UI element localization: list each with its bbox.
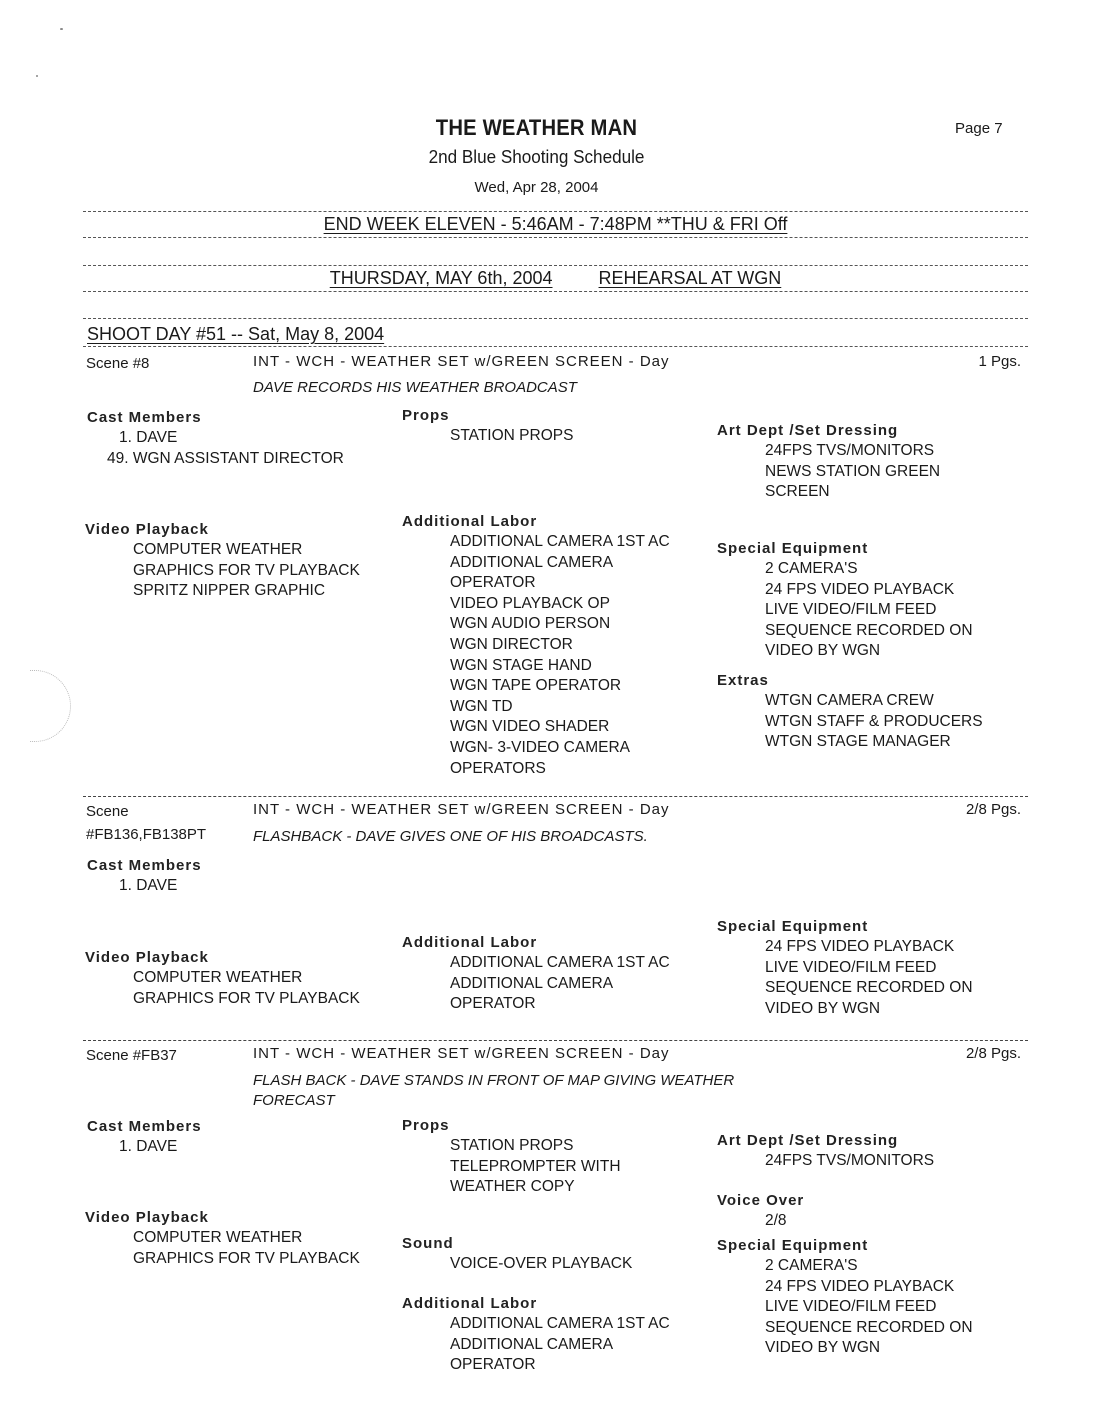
labor-item: OPERATORS (450, 759, 546, 777)
special-equipment-section (717, 917, 973, 1019)
labor-item: WGN STAGE HAND (450, 656, 592, 674)
equipment-item: 2 CAMERA'S (765, 560, 858, 577)
labor-item: VIDEO PLAYBACK OP (450, 594, 610, 612)
equipment-item: LIVE VIDEO/FILM FEED (765, 601, 937, 619)
section-label: Video Playback (85, 949, 209, 966)
additional-labor-section (402, 512, 670, 779)
section-label: Special Equipment (717, 540, 869, 557)
cast-member: 1. DAVE (119, 877, 178, 894)
labor-item: WGN DIRECTOR (450, 635, 573, 653)
video-playback-item: GRAPHICS FOR TV PLAYBACK (133, 561, 360, 579)
video-playback-item: COMPUTER WEATHER (133, 1229, 303, 1246)
extras-item: WTGN STAGE MANAGER (765, 733, 951, 751)
section-label: Cast Members (87, 409, 202, 426)
labor-item: ADDITIONAL CAMERA 1ST AC (450, 1315, 670, 1332)
equipment-item: 24 FPS VIDEO PLAYBACK (765, 580, 955, 598)
equipment-item: LIVE VIDEO/FILM FEED (765, 958, 937, 976)
equipment-item: SEQUENCE RECORDED ON (765, 1318, 973, 1336)
section-label: Additional Labor (402, 934, 538, 951)
equipment-item: 24 FPS VIDEO PLAYBACK (765, 1277, 955, 1295)
divider (83, 237, 1028, 238)
equipment-item: 24 FPS VIDEO PLAYBACK (765, 938, 955, 955)
video-playback-item: COMPUTER WEATHER (133, 541, 303, 558)
cast-members-section (87, 1117, 202, 1158)
labor-item: WGN VIDEO SHADER (450, 718, 610, 736)
scene-description: DAVE RECORDS HIS WEATHER BROADCAST (253, 379, 577, 396)
labor-item: ADDITIONAL CAMERA (450, 553, 614, 571)
rehearsal-label: REHEARSAL AT WGN (598, 268, 782, 288)
special-equipment-section (717, 539, 973, 662)
rehearsal-date: THURSDAY, MAY 6th, 2004 (329, 268, 553, 288)
scene-number-codes: #FB136,FB138PT (86, 826, 207, 843)
sound-section (402, 1234, 632, 1275)
equipment-item: 2 CAMERA'S (765, 1257, 858, 1274)
document-subtitle: 2nd Blue Shooting Schedule (428, 147, 645, 167)
scene-number: Scene #FB37 (86, 1047, 177, 1064)
equipment-item: SEQUENCE RECORDED ON (765, 621, 973, 639)
section-label: Additional Labor (402, 513, 538, 530)
section-label: Props (402, 1117, 450, 1134)
section-label: Additional Labor (402, 1295, 538, 1312)
labor-item: OPERATOR (450, 574, 536, 592)
scene-pages: 1 Pgs. (978, 353, 1021, 370)
section-label: Art Dept /Set Dressing (717, 422, 899, 439)
section-label: Special Equipment (717, 918, 869, 935)
labor-item: WGN AUDIO PERSON (450, 615, 611, 633)
video-playback-section (85, 948, 360, 1009)
section-label: Voice Over (717, 1192, 805, 1209)
art-dept-item: SCREEN (765, 483, 830, 501)
scan-speck (36, 75, 38, 77)
video-playback-item: GRAPHICS FOR TV PLAYBACK (133, 989, 360, 1007)
special-equipment-section (717, 1236, 973, 1359)
prop-item: TELEPROMPTER WITH (450, 1157, 621, 1175)
labor-item: WGN TD (450, 697, 513, 715)
extras-item: WTGN STAFF & PRODUCERS (765, 712, 983, 730)
labor-item: ADDITIONAL CAMERA 1ST AC (450, 533, 670, 550)
art-dept-item: 24FPS TVS/MONITORS (765, 442, 935, 459)
labor-item: ADDITIONAL CAMERA 1ST AC (450, 954, 670, 971)
prop-item: STATION PROPS (450, 427, 574, 444)
video-playback-item: COMPUTER WEATHER (133, 969, 303, 986)
labor-item: OPERATOR (450, 995, 536, 1013)
section-label: Special Equipment (717, 1237, 869, 1254)
scene-number: Scene #8 (86, 355, 150, 372)
scene-heading: INT - WCH - WEATHER SET w/GREEN SCREEN - Day (253, 353, 670, 370)
art-dept-section (717, 421, 940, 503)
art-dept-section (717, 1131, 934, 1172)
voice-over-item: 2/8 (765, 1212, 787, 1229)
labor-item: ADDITIONAL CAMERA (450, 1335, 614, 1353)
labor-item: WGN- 3-VIDEO CAMERA (450, 738, 630, 756)
section-label: Cast Members (87, 1118, 202, 1135)
art-dept-item: NEWS STATION GREEN (765, 462, 941, 480)
extras-item: WTGN CAMERA CREW (765, 692, 934, 709)
end-week-banner (83, 214, 1028, 235)
scene-pages: 2/8 Pgs. (965, 801, 1021, 818)
cast-members-section (87, 856, 202, 897)
cast-member: 1. DAVE (119, 1138, 178, 1155)
hole-punch-mark (30, 670, 71, 742)
equipment-item: VIDEO BY WGN (765, 1339, 881, 1357)
extras-section (717, 671, 983, 753)
divider (83, 346, 1028, 347)
labor-item: ADDITIONAL CAMERA (450, 974, 614, 992)
equipment-item: LIVE VIDEO/FILM FEED (765, 1298, 937, 1316)
document-date: Wed, Apr 28, 2004 (474, 179, 599, 196)
rehearsal-banner (83, 268, 1028, 289)
scene-description: FLASHBACK - DAVE GIVES ONE OF HIS BROADCASTS. (253, 828, 648, 845)
page-number: Page 7 (955, 120, 1003, 137)
equipment-item: SEQUENCE RECORDED ON (765, 979, 973, 997)
additional-labor-section (402, 1294, 670, 1376)
art-dept-item: 24FPS TVS/MONITORS (765, 1152, 935, 1169)
scene-divider (83, 1040, 1028, 1041)
section-label: Props (402, 407, 450, 424)
scene-divider (83, 796, 1028, 797)
voice-over-section (717, 1191, 804, 1232)
prop-item: STATION PROPS (450, 1137, 574, 1154)
cast-member: 1. DAVE (119, 429, 178, 446)
labor-item: OPERATOR (450, 1356, 536, 1374)
section-label: Cast Members (87, 857, 202, 874)
video-playback-section (85, 1208, 360, 1269)
scene-pages: 2/8 Pgs. (965, 1045, 1021, 1062)
video-playback-item: SPRITZ NIPPER GRAPHIC (133, 582, 326, 600)
sound-item: VOICE-OVER PLAYBACK (450, 1255, 633, 1272)
prop-item: WEATHER COPY (450, 1178, 575, 1196)
cast-member: 49. WGN ASSISTANT DIRECTOR (107, 449, 344, 467)
cast-members-section (87, 408, 344, 469)
props-section (402, 406, 573, 447)
labor-item: WGN TAPE OPERATOR (450, 677, 622, 695)
scene-number: Scene (86, 803, 129, 820)
scene-heading: INT - WCH - WEATHER SET w/GREEN SCREEN - Day (253, 801, 670, 818)
section-label: Sound (402, 1235, 454, 1252)
document-title: THE WEATHER MAN (435, 115, 638, 140)
equipment-item: VIDEO BY WGN (765, 642, 881, 660)
section-label: Art Dept /Set Dressing (717, 1132, 899, 1149)
equipment-item: VIDEO BY WGN (765, 999, 881, 1017)
additional-labor-section (402, 933, 670, 1015)
video-playback-item: GRAPHICS FOR TV PLAYBACK (133, 1249, 360, 1267)
scene-heading: INT - WCH - WEATHER SET w/GREEN SCREEN - Day (253, 1045, 670, 1062)
section-label: Extras (717, 672, 769, 689)
end-week-text: END WEEK ELEVEN - 5:46AM - 7:48PM **THU & FRI Off (323, 214, 788, 234)
props-section (402, 1116, 621, 1198)
divider (83, 318, 1028, 319)
scan-speck (60, 28, 63, 30)
divider (83, 291, 1028, 292)
video-playback-section (85, 520, 360, 602)
section-label: Video Playback (85, 1209, 209, 1226)
scene-description: FLASH BACK - DAVE STANDS IN FRONT OF MAP GIVING WEATHER FORECAST (253, 1072, 735, 1109)
divider (83, 211, 1028, 212)
section-label: Video Playback (85, 521, 209, 538)
divider (83, 265, 1028, 266)
shoot-day-heading: SHOOT DAY #51 -- Sat, May 8, 2004 (87, 324, 385, 344)
